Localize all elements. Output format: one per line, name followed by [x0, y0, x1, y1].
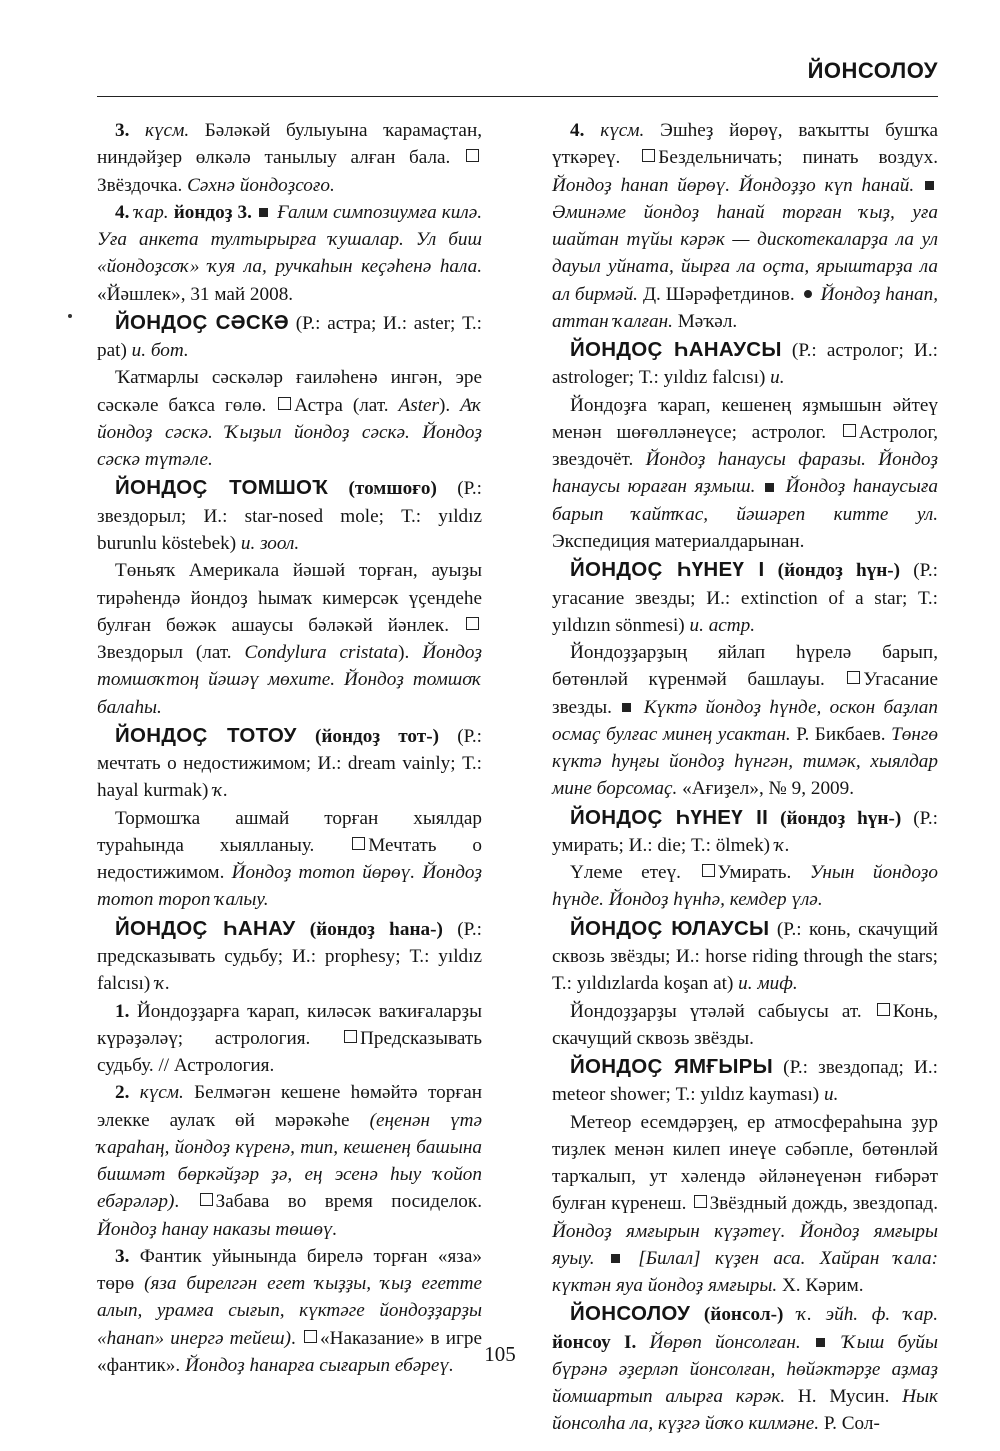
example: Йондоҙ ямғырын күҙәтеү. Йондоҙ ямғыры яуыу. — [552, 1220, 938, 1269]
definition: Метеор есемдәрҙең, ер атмосфераһына ҙур тиҙлек менән килеп инеүе сәбәпле, бөтөнләй тарҡалып, ут хәлендә әйләнеүенән ғибәрәт булған күренеш. — [552, 1111, 938, 1215]
proverb-bullet-icon — [804, 290, 812, 298]
entry-yonsolou — [552, 1299, 938, 1437]
source: Н. Мусин. — [785, 1386, 890, 1408]
example: Әминәме йондоҙ һанай торған ҡыҙ, уға шайтан түйы кәрәк — дискотекаларҙа ла ул дауыл уйната, йырға ла оҫта, ярыштарҙа ла ал бирмәй. — [552, 201, 938, 305]
example: Нык йонсолһа ла, күҙгә йоҡо килмәне. — [552, 1386, 938, 1435]
entry-yondoz-yulausy — [552, 914, 938, 998]
example: Йондоҙ томшоҡтоң йәшәү мөхите. Йондоҙ томшоҡ балаһы. — [97, 642, 482, 718]
definition: Белмәгән кешене һөмәйтә торған элекке аулаҡ өй мәрәкәһе — [97, 1082, 482, 1131]
example: Йондоҙ һанап йөрөү. Йондоҙҙо күп һанай. — [552, 174, 915, 196]
headword-form: (йондоҙ һүн-) — [768, 807, 902, 829]
russian-equivalent-box-icon — [466, 149, 479, 162]
headword-form: (томшоғо) — [328, 478, 437, 500]
entry-yondoz-tomshok — [97, 473, 482, 557]
headword: ЙОНДОҪ ҺҮНЕҮ I — [570, 558, 765, 582]
example: Йондоҙ һанап, аттан ҡалған. — [552, 283, 939, 332]
example: Йондоҙ һанау наказы төшөү. — [97, 1218, 338, 1240]
example: Унын йондоҙо һүнде. Йондоҙ һүнһә, кемдер үлә. — [552, 862, 938, 911]
part-of-speech: и. бот. — [131, 340, 189, 362]
entry-yondoz-tomshok-def — [97, 557, 482, 721]
russian-equivalent: Угасание звезды. — [552, 669, 938, 718]
headword-form: (йондоҙ һана-) — [295, 918, 443, 940]
russian-equivalent: Астра (лат. — [294, 394, 399, 416]
usage-label: ҡар. — [134, 201, 169, 223]
entry-yondoz-hanau-sense-1 — [97, 998, 482, 1080]
russian-equivalent-box-icon — [344, 1030, 357, 1043]
source: Р. Сол- — [819, 1413, 880, 1435]
entry-yondoz-saska-def — [97, 364, 482, 473]
russian-equivalent-box-icon — [352, 837, 365, 850]
example: Йондоҙ тотоп йөрөү. Йондоҙ тотоп тороп ҡалыу. — [97, 862, 482, 911]
example: Ҡыш буйы бүрәнә әҙерләп йонсолған, һөйәктәрҙе аҙмаҙ йомшартып алырға кәрәк. — [552, 1331, 938, 1408]
part-of-speech: и. миф. — [738, 973, 798, 995]
russian-equivalent: Звездорыл (лат. — [97, 642, 245, 664]
left-column — [97, 117, 482, 1379]
translation-gloss: (Р.: угасание звезды; И.: extinction of a star; Т.: yıldızın sönmesi) — [552, 560, 938, 636]
russian-equivalent: Мечтать о недостижимом. — [97, 834, 482, 884]
source: «Ағиҙел», № 9, 2009. — [677, 778, 855, 800]
source: Экспедиция материалдарынан. — [552, 530, 805, 552]
sense-number: 4. — [115, 201, 130, 223]
example: Йондоҙ һанаусыға барып ҡайтҡас, йәшәреп китте ул. — [552, 476, 938, 525]
latin-name: Condylura cristata — [244, 642, 399, 664]
russian-equivalent: Бездельничать; пинать воздух. — [658, 147, 938, 169]
headword-form: (йондоҙ тот-) — [296, 725, 439, 747]
example: Йондоҙ һанарға сығарып ебәреү. — [180, 1354, 454, 1376]
definition: Ҡатмарлы сәскәләр ғаиләһенә ингән, эре сәскәле баҡса гөлө. — [97, 367, 482, 416]
headword: ЙОНДОҪ ҺҮНЕҮ II — [570, 805, 769, 829]
usage-label: күсм. — [129, 1082, 184, 1104]
headword: ЙОНДОҪ СӘСКӘ — [115, 310, 289, 334]
headword: ЙОНДОҪ ТОТОУ — [115, 723, 297, 747]
sense-number: 4. — [570, 120, 585, 141]
explanation: (еңенән үтә ҡараһаң, йондоҙ күренә, тип, кешенең башына бишмәт бөркәйҙәр ҙә, ең эсенә һыу ҡойоп ебәрәләр) — [97, 1109, 483, 1213]
citation-square-icon — [611, 1254, 620, 1263]
translation-gloss: (Р.: астра; И.: aster; Т.: pat) — [97, 312, 482, 362]
part-of-speech: и. — [770, 367, 785, 389]
part-of-speech: и. астр. — [689, 614, 756, 636]
header-rule — [97, 96, 938, 97]
russian-equivalent: Конь, скачущий сквозь звёзды. — [552, 1000, 938, 1049]
latin-name: Aster — [398, 394, 440, 416]
part-of-speech: и. — [823, 1084, 839, 1106]
definition: Төньяҡ Америкала йәшәй торған, ауыҙы тирәһендә йондоҙ һымаҡ кимерсәк үҫендеһе булған бөжәк ашаусы бәләкәй йәнлек. — [97, 560, 482, 636]
citation-square-icon — [259, 208, 268, 217]
entry-yondoz-huneu-2-def — [552, 859, 938, 914]
cross-reference: йонсоу I. — [552, 1331, 637, 1353]
entry-sense-4 — [97, 199, 482, 308]
entry-hanau-sense-4 — [552, 117, 938, 335]
definition: Тормошҡа ашмай торған хыялдар тураһында хыялланыу. — [97, 807, 482, 856]
example: Күктә йондоҙ һүнде, оскон баҙлап осмаҫ булғас минең усактан. — [552, 696, 938, 745]
headword: ЙОНДОҪ ТОМШОҠ — [115, 476, 329, 500]
entry-yondoz-huneu-1 — [552, 555, 938, 639]
russian-equivalent: Звёздный дождь, звездопад. — [709, 1193, 938, 1215]
russian-equivalent: «Наказание» в игре «фантик». — [97, 1327, 482, 1376]
running-head: ЙОНСОЛОУ — [807, 58, 938, 83]
russian-equivalent-box-icon — [702, 864, 715, 877]
headword-form: (йондоҙ һүн-) — [764, 560, 901, 582]
source: Мәҡәл. — [672, 310, 738, 332]
cross-reference: йондоҙ 3. — [168, 201, 252, 223]
example: Аҡ йондоҙ сәскә. Ҡыҙыл йондоҙ сәскә. Йондоҙ сәскә түтәле. — [97, 394, 482, 471]
part-of-speech: ҡ. — [774, 834, 790, 856]
translation-gloss: (Р.: конь, скачущий сквозь звёзды; И.: horse riding through the stars; Т.: yıldızlarda koşan at) — [552, 918, 938, 995]
sense-number: 1. — [115, 1000, 130, 1022]
translation-gloss: (Р.: звездорыл; И.: star-nosed mole; Т.: yıldız burunlu köstebek) — [97, 478, 482, 554]
part-of-speech: ҡ. — [155, 973, 170, 995]
headword: ЙОНСОЛОУ — [570, 1302, 691, 1326]
part-of-speech: и. зоол. — [240, 532, 300, 554]
citation-square-icon — [622, 703, 631, 712]
entry-yondoz-totou-def — [97, 805, 482, 914]
definition: Бәләкәй булыуына ҡарамаҫтан, ниндәйҙер өлкәлә танылыу алған бала. — [97, 120, 483, 169]
example: Сәхнә йондоҙсоғо. — [182, 174, 335, 196]
entry-yondoz-hanau — [97, 914, 482, 998]
entry-yondoz-totou — [97, 721, 482, 805]
russian-equivalent: Астролог, звездочёт. — [552, 421, 938, 471]
definition: Йондоҙҙарҙы үтәләй сабыусы ат. — [570, 1000, 875, 1022]
part-of-speech: ҡ. эйһ. ф. ҡар. — [783, 1304, 938, 1326]
russian-equivalent-box-icon — [843, 424, 856, 437]
explanation: (яза бирелгән егет ҡыҙҙы, ҡыҙ егетте алып, урамға сығып, күктәге йондоҙҙарҙы «һанап» инергә тейеш) — [97, 1273, 483, 1349]
russian-equivalent-end: ). — [439, 394, 451, 416]
entry-yondoz-hanausy — [552, 335, 938, 392]
russian-equivalent-box-icon — [847, 671, 860, 684]
sense-number: 3. — [115, 1245, 130, 1267]
entry-sense-3 — [97, 117, 482, 199]
headword: ЙОНДОҪ ҺАНАУСЫ — [570, 338, 782, 362]
translation-gloss: (Р.: астролог; И.: astrologer; Т.: yıldız falcısı) — [552, 340, 938, 389]
citation-square-icon — [925, 181, 934, 190]
example: Йөрөп йонсолған. — [636, 1331, 801, 1353]
sense-number: 2. — [115, 1082, 130, 1104]
sense-number: 3. — [115, 120, 130, 141]
entry-yondoz-huneu-1-def — [552, 639, 938, 803]
definition: Эшһеҙ йөрөү, ваҡытты бушҡа үткәреү. — [552, 120, 938, 169]
right-column — [552, 117, 938, 1438]
example: Төнгө күктә һуңғы йондоҙ һүнгән, тимәк, хыялдар мине борсомаҫ. — [552, 723, 938, 800]
translation-gloss: (Р.: умирать; И.: die; Т.: ölmek) — [552, 807, 938, 856]
source: Х. Кәрим. — [777, 1275, 864, 1297]
entry-yondoz-hanausy-def — [552, 392, 938, 556]
translation-gloss: (Р.: мечтать о недостижимом; И.: dream vainly; Т.: hayal kurmak) — [97, 725, 482, 802]
headword-form: (йонсол-) — [690, 1304, 784, 1326]
example: [Билал] күҙен аса. Хайран ҡала: күктән яуа йондоҙ ямғыры. — [552, 1247, 938, 1297]
definition: Фантик уйынында бирелә торған «яза» төрө — [97, 1245, 482, 1295]
headword: ЙОНДОҪ ҺАНАУ — [115, 916, 296, 940]
example: Ғалим симпозиумға килә. Уға анкета тултырырға ҡушалар. Ул биш «йондоҙсоҡ» ҡуя ла, ручкаһын кеҫәһенә һала. — [97, 201, 483, 278]
page-number: 105 — [484, 1342, 516, 1366]
usage-label: күсм. — [600, 120, 645, 141]
stray-mark — [68, 314, 72, 318]
source: «Йәшлек», 31 май 2008. — [97, 283, 294, 305]
russian-equivalent: Предсказывать судьбу. // Астрология. — [97, 1027, 482, 1077]
punctuation: . — [174, 1191, 198, 1213]
entry-yondoz-hanau-sense-2 — [97, 1079, 482, 1243]
entry-yondoz-yamgyry — [552, 1052, 938, 1109]
translation-gloss: (Р.: предсказывать судьбу; И.: prophesy; Т.: yıldız falcısı) — [97, 918, 482, 995]
punctuation: . — [291, 1327, 303, 1349]
russian-equivalent: Звёздочка. — [97, 174, 183, 196]
russian-equivalent-box-icon — [877, 1003, 890, 1016]
source: Р. Бикбаев. — [790, 723, 886, 745]
entry-yondoz-yamgyry-def — [552, 1109, 938, 1300]
russian-equivalent: Забава во время посиделок. — [215, 1191, 482, 1213]
entry-yondoz-yulausy-def — [552, 998, 938, 1053]
russian-equivalent-box-icon — [466, 617, 479, 630]
russian-equivalent-end: ). — [398, 642, 410, 664]
russian-equivalent-box-icon — [642, 149, 655, 162]
russian-equivalent-box-icon — [694, 1195, 707, 1208]
citation-square-icon — [765, 483, 774, 492]
part-of-speech: ҡ. — [213, 780, 229, 802]
definition: Йондоҙға ҡарап, кешенең яҙмышын әйтеү менән шөғөлләнеүсе; астролог. — [552, 394, 938, 443]
russian-equivalent-box-icon — [278, 397, 291, 410]
source: Д. Шәрәфетдинов. — [637, 283, 795, 305]
headword: ЙОНДОҪ ЮЛАУСЫ — [570, 916, 770, 940]
definition: Йондоҙҙарҙың яйлап һүрелә барып, бөтөнләй күренмәй башлауы. — [552, 642, 938, 691]
headword: ЙОНДОҪ ЯМҒЫРЫ — [570, 1055, 774, 1079]
translation-gloss: (Р.: звездопад; И.: meteor shower; Т.: yıldız kayması) — [552, 1057, 938, 1106]
russian-equivalent-box-icon — [304, 1330, 317, 1343]
usage-label: күсм. — [144, 120, 190, 141]
example: Йондоҙ һанаусы фаразы. Йондоҙ һанаусы юраған яҙмыш. — [552, 449, 938, 498]
entry-yondoz-huneu-2 — [552, 803, 938, 860]
definition: Йондоҙҙарға ҡарап, киләсәк ваҡиғаларҙы күрәҙәләү; астрология. — [97, 1000, 482, 1049]
russian-equivalent: Умирать. — [717, 862, 792, 884]
definition: Үлеме етеү. — [570, 862, 700, 884]
russian-equivalent-box-icon — [200, 1193, 213, 1206]
entry-yondoz-saska — [97, 308, 482, 365]
